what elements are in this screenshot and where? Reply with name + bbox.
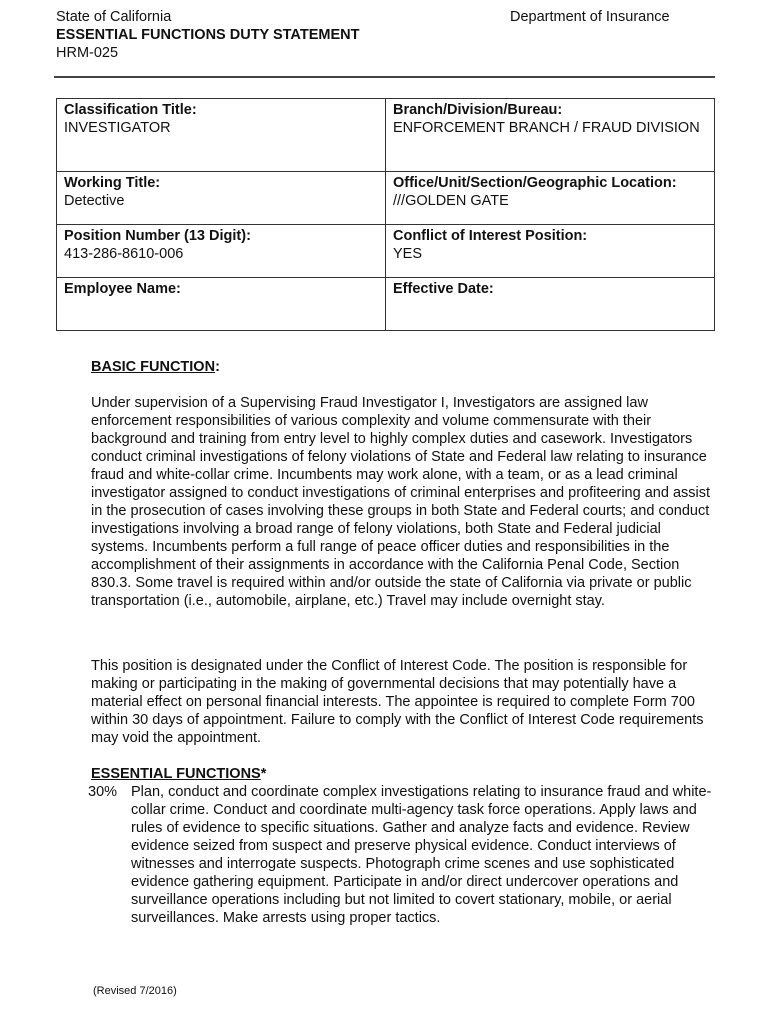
position-info-table <box>56 98 715 331</box>
employee-name-label: Employee Name: <box>64 281 181 297</box>
office-location-cell <box>386 172 715 225</box>
revision-footer: (Revised 7/2016) <box>93 985 177 997</box>
working-title-label: Working Title: <box>64 175 161 191</box>
position-number-cell <box>57 225 386 278</box>
position-number-label: Position Number (13 Digit): <box>64 228 251 244</box>
essential-functions-asterisk: * <box>260 766 267 782</box>
office-location-label: Office/Unit/Section/Geographic Location: <box>393 175 677 191</box>
working-title-value: Detective <box>64 193 125 209</box>
effective-date-label: Effective Date: <box>393 281 494 297</box>
employee-name-cell <box>57 278 386 331</box>
essential-functions-heading <box>91 765 721 783</box>
document-title: ESSENTIAL FUNCTIONS DUTY STATEMENT <box>56 27 360 43</box>
conflict-of-interest-section <box>91 657 721 747</box>
working-title-cell <box>57 172 386 225</box>
department-name: Department of Insurance <box>510 9 670 25</box>
classification-title-value: INVESTIGATOR <box>64 120 171 136</box>
classification-title-cell <box>57 99 386 172</box>
header-divider <box>54 76 715 78</box>
branch-label: Branch/Division/Bureau: <box>393 102 563 118</box>
conflict-of-interest-cell <box>386 225 715 278</box>
basic-function-heading-colon: : <box>215 359 220 375</box>
position-number-value: 413-286-8610-006 <box>64 246 184 262</box>
branch-cell <box>386 99 715 172</box>
function-description: Plan, conduct and coordinate complex investigations relating to insurance fraud and white-collar crime. Conduct and coordinate multi-agency task force operations. Apply laws and rules of evidence to specific situations. Gather and analyze facts and evidence. Review evidence seized from suspect and preserve physical evidence. Conduct interviews of witnesses and interrogate suspects. Photograph crime scenes and use sophisticated evidence gathering equipment. Participate in and/or direct undercover operations and surveillance operations including but not limited to covert stationary, mobile, or aerial surveillances. Make arrests using proper tactics. <box>131 784 712 926</box>
classification-title-label: Classification Title: <box>64 102 197 118</box>
effective-date-cell <box>386 278 715 331</box>
function-percent: 30% <box>88 784 118 800</box>
basic-function-paragraph: Under supervision of a Supervising Fraud Investigator I, Investigators are assigned law enforcement responsibilities of various complexity and volume commensurate with their background and training from entry level to highly complex duties and casework. Investigators conduct criminal investigations of felony violations of State and Federal law relating to insurance fraud and white-collar crime. Incumbents may work alone, with a team, or as a lead criminal investigator assigned to conduct investigations of criminal enterprises and profiteering and assist in the prosecution of cases involving these groups in both State and Federal courts; and conduct investigations involving a broad range of felony violations, both State and Federal judicial systems. Incumbents perform a full range of peace officer duties and responsibilities in the accomplishment of their assignments in accordance with the California Penal Code, Section 830.3. Some travel is required within and/or outside the state of California via private or public transportation (i.e., automobile, airplane, etc.) Travel may include overnight stay. <box>91 395 711 609</box>
office-location-value: ///GOLDEN GATE <box>393 193 509 209</box>
conflict-of-interest-paragraph: This position is designated under the Conflict of Interest Code. The position is responsible for making or participating in the making of governmental decisions that may potentially have a material effect on personal financial interests. The appointee is required to complete Form 700 within 30 days of appointment. Failure to comply with the Conflict of Interest Code requirements may void the appointment. <box>91 658 704 746</box>
conflict-of-interest-value: YES <box>393 246 423 262</box>
branch-value: ENFORCEMENT BRANCH / FRAUD DIVISION <box>393 120 700 136</box>
basic-function-heading <box>91 358 721 376</box>
conflict-of-interest-label: Conflict of Interest Position: <box>393 228 588 244</box>
basic-function-section <box>91 394 721 610</box>
state-name: State of California <box>56 9 172 25</box>
basic-function-heading-text: BASIC FUNCTION <box>91 359 216 375</box>
essential-functions-heading-text: ESSENTIAL FUNCTIONS <box>91 766 261 782</box>
form-number: HRM-025 <box>56 45 119 61</box>
